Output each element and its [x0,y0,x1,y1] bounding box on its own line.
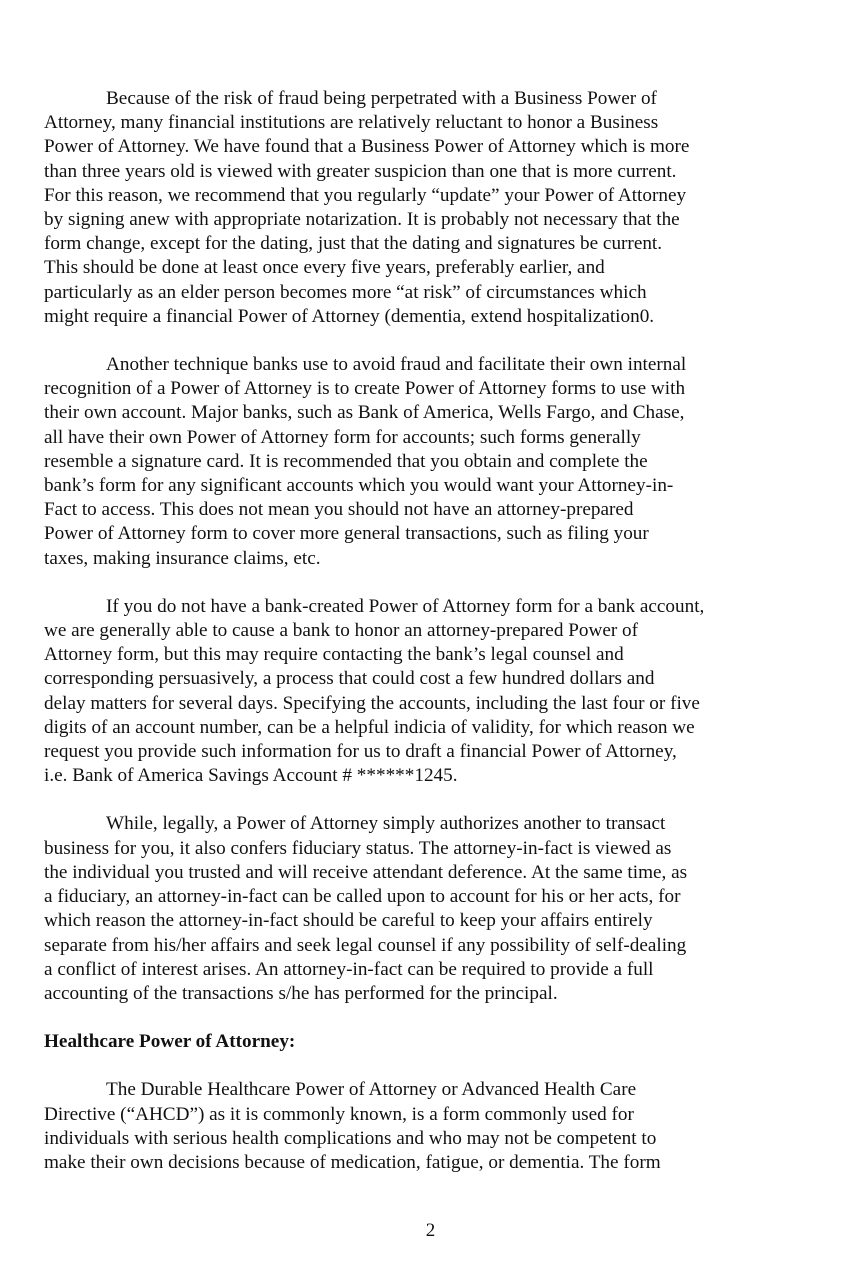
text-line: a fiduciary, an attorney-in-fact can be called upon to account for his or her acts, for [44,886,681,908]
text-line: business for you, it also confers fiduciary status. The attorney-in-fact is viewed as [44,837,672,859]
text-line: their own account. Major banks, such as Bank of America, Wells Fargo, and Chase, [44,402,685,424]
text-line: resemble a signature card. It is recommended that you obtain and complete the [44,450,648,472]
paragraph-attorney-prepared-form [44,595,804,789]
text-line: corresponding persuasively, a process that could cost a few hundred dollars and [44,668,655,690]
text-line: delay matters for several days. Specifying the accounts, including the last four or five [44,692,700,714]
text-line: bank’s form for any significant accounts which you would want your Attorney-in- [44,475,674,497]
text-line: all have their own Power of Attorney form for accounts; such forms generally [44,426,641,448]
text-line: a conflict of interest arises. An attorney-in-fact can be required to provide a full [44,958,654,980]
text-line: Power of Attorney form to cover more general transactions, such as filing your [44,523,649,545]
text-line: accounting of the transactions s/he has performed for the principal. [44,982,558,1004]
text-line: Directive (“AHCD”) as it is commonly known, is a form commonly used for [44,1103,634,1125]
text-line: For this reason, we recommend that you regularly “update” your Power of Attorney [44,184,687,206]
text-line: request you provide such information for us to draft a financial Power of Attorney, [44,741,677,763]
text-line: we are generally able to cause a bank to honor an attorney-prepared Power of [44,620,639,642]
section-heading-healthcare-poa: Healthcare Power of Attorney: [44,1031,296,1053]
text-line: the individual you trusted and will receive attendant deference. At the same time, as [44,861,688,883]
paragraph-business-poa-update [44,87,804,329]
text-line: individuals with serious health complications and who may not be competent to [44,1127,657,1149]
text-line: taxes, making insurance claims, etc. [44,547,321,569]
text-line: digits of an account number, can be a helpful indicia of validity, for which reason we [44,716,695,738]
text-line: which reason the attorney-in-fact should be careful to keep your affairs entirely [44,910,653,932]
text-line: by signing anew with appropriate notarization. It is probably not necessary that the [44,209,680,231]
text-line: i.e. Bank of America Savings Account # ******1245. [44,765,458,787]
text-line: separate from his/her affairs and seek legal counsel if any possibility of self-dealing [44,934,687,956]
text-line: Attorney form, but this may require contacting the bank’s legal counsel and [44,644,624,666]
text-line: make their own decisions because of medication, fatigue, or dementia. The form [44,1151,661,1173]
text-line: Attorney, many financial institutions are relatively reluctant to honor a Business [44,112,659,134]
text-line: Another technique banks use to avoid fraud and facilitate their own internal [106,354,687,376]
text-line: Because of the risk of fraud being perpetrated with a Business Power of [106,88,657,109]
document-page [44,87,804,1199]
text-line: If you do not have a bank-created Power of Attorney form for a bank account, [106,595,705,617]
text-line: While, legally, a Power of Attorney simply authorizes another to transact [106,813,666,835]
text-line: might require a financial Power of Attorney (dementia, extend hospitalization0. [44,305,655,327]
text-line: than three years old is viewed with greater suspicion than one that is more current. [44,160,677,182]
paragraph-fiduciary-status [44,812,804,1006]
text-line: Fact to access. This does not mean you should not have an attorney-prepared [44,499,634,521]
text-line: particularly as an elder person becomes more “at risk” of circumstances which [44,281,647,303]
page-number: 2 [425,1220,436,1241]
text-line: This should be done at least once every five years, preferably earlier, and [44,257,605,279]
text-line: recognition of a Power of Attorney is to create Power of Attorney forms to use with [44,378,686,400]
text-line: form change, except for the dating, just that the dating and signatures be current. [44,233,663,255]
text-line: Power of Attorney. We have found that a Business Power of Attorney which is more [44,136,690,158]
paragraph-healthcare-directive [44,1078,804,1175]
text-line: The Durable Healthcare Power of Attorney or Advanced Health Care [106,1079,637,1101]
paragraph-bank-forms [44,353,804,571]
